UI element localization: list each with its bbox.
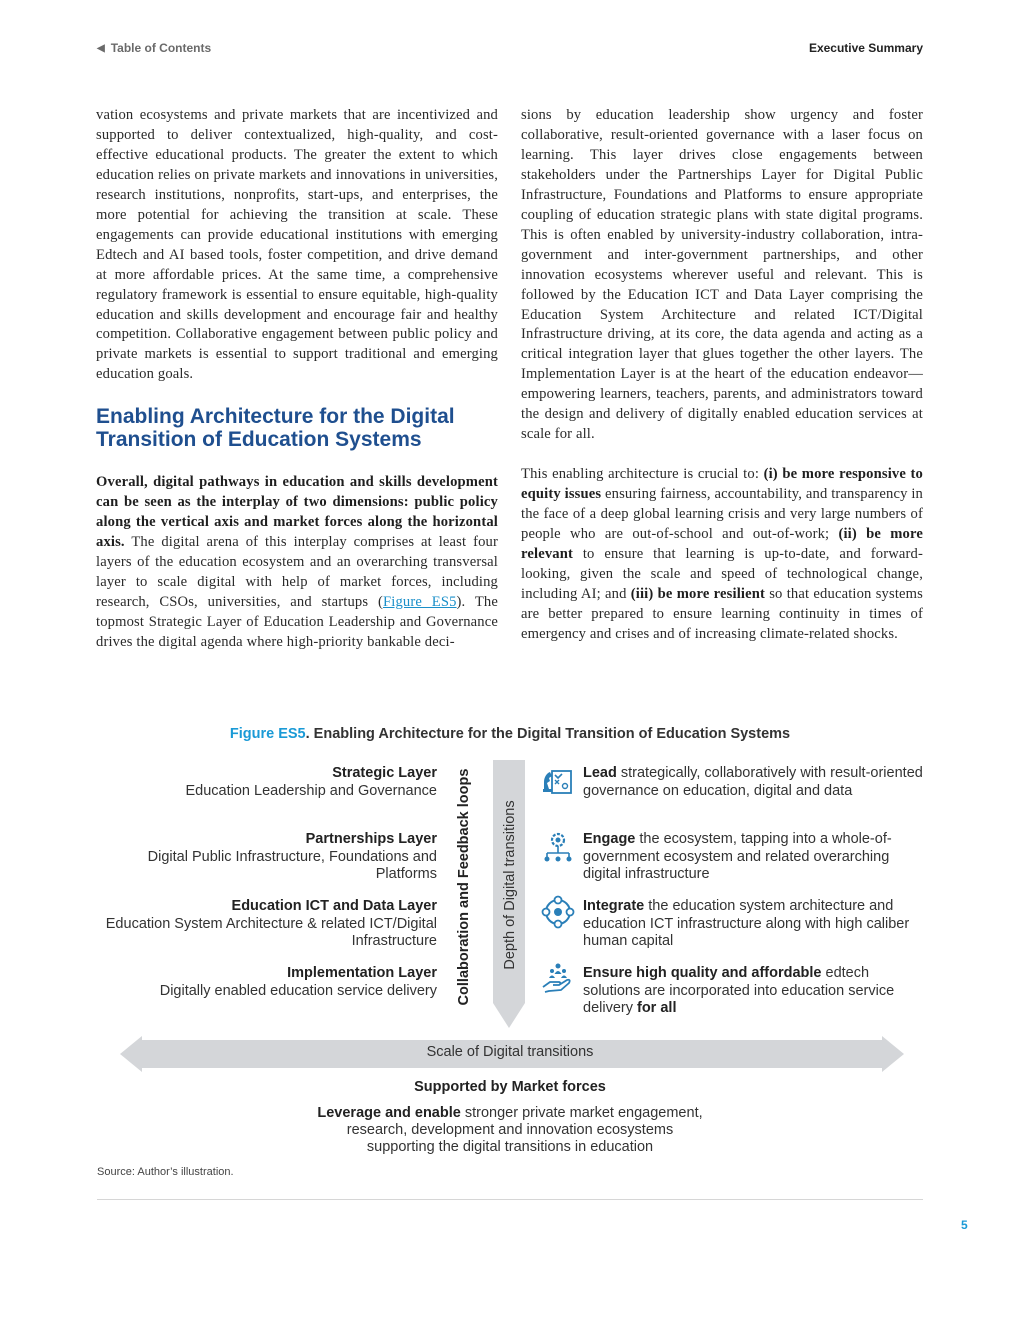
action-integrate bbox=[583, 898, 923, 951]
market-line-3: supporting the digital transitions in education bbox=[366, 1139, 654, 1155]
action-text: edtech solutions are incorporated into education service delivery bbox=[583, 965, 895, 1016]
scale-label: Scale of Digital transitions bbox=[426, 1044, 594, 1060]
action-lead bbox=[583, 765, 923, 800]
left-para-2-bold: Overall, digital pathways in education and skills development can be seen as the interplay of two dimensions: public policy along the vertical axis and market forces along the horizontal axis. bbox=[96, 474, 498, 551]
action-bold: Ensure high quality and affordable bbox=[583, 965, 822, 981]
layer-desc: Digitally enabled education service delivery bbox=[159, 982, 437, 999]
chess-strategy-icon bbox=[541, 763, 575, 797]
equity-bold: (i) be more responsive to equity issues bbox=[521, 466, 924, 503]
layer-implementation bbox=[97, 965, 437, 1000]
market-text-1: stronger private market engagement, bbox=[460, 1105, 703, 1121]
left-para-2-tail: ). The topmost Strategic Layer of Education Leadership and Governance drives the digital agenda where high-priority bankable deci- bbox=[96, 594, 499, 650]
action-ensure bbox=[583, 965, 923, 1018]
layer-ict-data bbox=[97, 898, 437, 951]
hand-people-icon bbox=[541, 961, 575, 995]
page-number: 5 bbox=[961, 1218, 968, 1232]
figure-title-text: . Enabling Architecture for the Digital Transition of Education Systems bbox=[305, 726, 791, 742]
left-para-1: vation ecosystems and private markets that are incentivized and supported to deliver contextualized, high-quality, and cost-effective educational products. The greater the extent to which education relies on private markets and innovations in universities, research institutions, nonprofits, start-ups, and enterprises, the more potential for achieving the transition at scale. These engagements can provide educational institutions with emerging Edtech and AI based tools, foster competition, and drive demand at more affordable prices. At the same time, a comprehensive regulatory framework is essential to ensure equitable, high-quality education and skills development and encourage fair and healthy competition. Collaborative engagement between public policy and private markets is essential to support traditional and emerging education goals. bbox=[96, 107, 498, 383]
right-para-2-c: ensuring fairness, accountability, and transparency in the face of a deep global learning crisis and very large numbers of people who are out-of-school and out-of-work; bbox=[521, 486, 923, 542]
market-line-2: research, development and innovation ecosystems bbox=[346, 1122, 674, 1138]
figure-source: Source: Author’s illustration. bbox=[97, 1166, 234, 1178]
left-para-2-text: The digital arena of this interplay comprises at least four layers of the education ecosystem and an overarching transversal layer to scale digital with help of market forces, including research, CSOs, universities, and startups ( bbox=[96, 534, 498, 610]
layer-desc: Digital Public Infrastructure, Foundations and Platforms bbox=[147, 848, 437, 882]
network-gear-icon bbox=[541, 829, 575, 863]
action-text: the education system architecture and education ICT infrastructure along with high caliber human capital bbox=[583, 898, 910, 949]
right-para-2-e: so that education systems are better prepared to ensure learning continuity in times of emergency and crises and of increasing climate-related shocks. bbox=[521, 585, 923, 642]
market-title: Supported by Market forces bbox=[414, 1079, 606, 1095]
right-para-2 bbox=[521, 465, 923, 645]
toc-label: Table of Contents bbox=[110, 41, 212, 55]
layer-desc: Education Leadership and Governance bbox=[185, 782, 437, 799]
action-bold: Integrate bbox=[583, 898, 645, 914]
layer-desc: Education System Architecture & related ICT/Digital Infrastructure bbox=[105, 915, 437, 949]
back-triangle-icon: ◀ bbox=[97, 42, 105, 54]
action-bold: Engage bbox=[583, 831, 636, 847]
action-bold: Lead bbox=[583, 765, 617, 781]
layer-name: Partnerships Layer bbox=[305, 831, 437, 847]
action-text: the ecosystem, tapping into a whole-of-government ecosystem and related overarching digital infrastructure bbox=[583, 831, 892, 882]
right-column bbox=[521, 106, 923, 665]
right-para-2-d: to ensure that learning is up-to-date, and forward-looking, given the scale and speed of technological change, including AI; and bbox=[521, 545, 923, 602]
toc-link[interactable] bbox=[97, 41, 211, 55]
figure-number: Figure ES5 bbox=[229, 726, 306, 742]
layer-name: Education ICT and Data Layer bbox=[231, 898, 437, 914]
market-bold: Leverage and enable bbox=[317, 1105, 461, 1121]
layer-name: Strategic Layer bbox=[332, 765, 437, 781]
collaboration-label: Collaboration and Feedback loops bbox=[456, 768, 472, 1006]
section-title: Enabling Architecture for the Digital Transition of Education Systems bbox=[96, 405, 455, 452]
section-label: Executive Summary bbox=[808, 41, 923, 55]
figure-title bbox=[0, 726, 1020, 742]
left-para-2 bbox=[96, 473, 498, 653]
right-para-1: sions by education leadership show urgency and foster collaborative, result-oriented governance with a laser focus on learning. This layer drives close engagements between stakeholders under the Partnerships Layer for Digital Public Infrastructure, Foundations and Platforms to ensure appropriate coupling of education strategic plans with state digital programs. This is often enabled by university-industry collaboration, intra-government and inter-government partnerships, and other innovation ecosystems wherever useful and relevant. This is followed by the Education ICT and Data Layer comprising the Education System Architecture and related ICT/Digital Infrastructure driving, at its core, the data agenda and acting as a critical integration layer that glues together the other layers. The Implementation Layer is at the heart of the education endeavor—empowering learners, teachers, parents, and administrators toward the design and delivery of digitally enabled education services at scale for all. bbox=[521, 107, 923, 443]
figure-es5-link[interactable]: Figure ES5 bbox=[382, 594, 457, 610]
action-bold-for-all: for all bbox=[637, 1000, 677, 1016]
integration-cycle-icon bbox=[541, 895, 575, 929]
right-para-2-a: This enabling architecture is crucial to: bbox=[521, 466, 764, 483]
footer-divider bbox=[97, 1199, 923, 1200]
action-engage bbox=[583, 831, 923, 884]
layer-name: Implementation Layer bbox=[287, 965, 437, 981]
market-line-1 bbox=[0, 1105, 1020, 1122]
layer-strategic bbox=[97, 765, 437, 800]
layer-partnerships bbox=[97, 831, 437, 884]
action-text: strategically, collaboratively with result-oriented governance on education, digital and data bbox=[583, 765, 923, 799]
relevant-bold: (ii) be more relevant bbox=[521, 526, 923, 562]
depth-label: Depth of Digital transitions bbox=[502, 800, 518, 970]
resilient-bold: (iii) be more resilient bbox=[630, 585, 766, 602]
left-column bbox=[96, 106, 498, 673]
